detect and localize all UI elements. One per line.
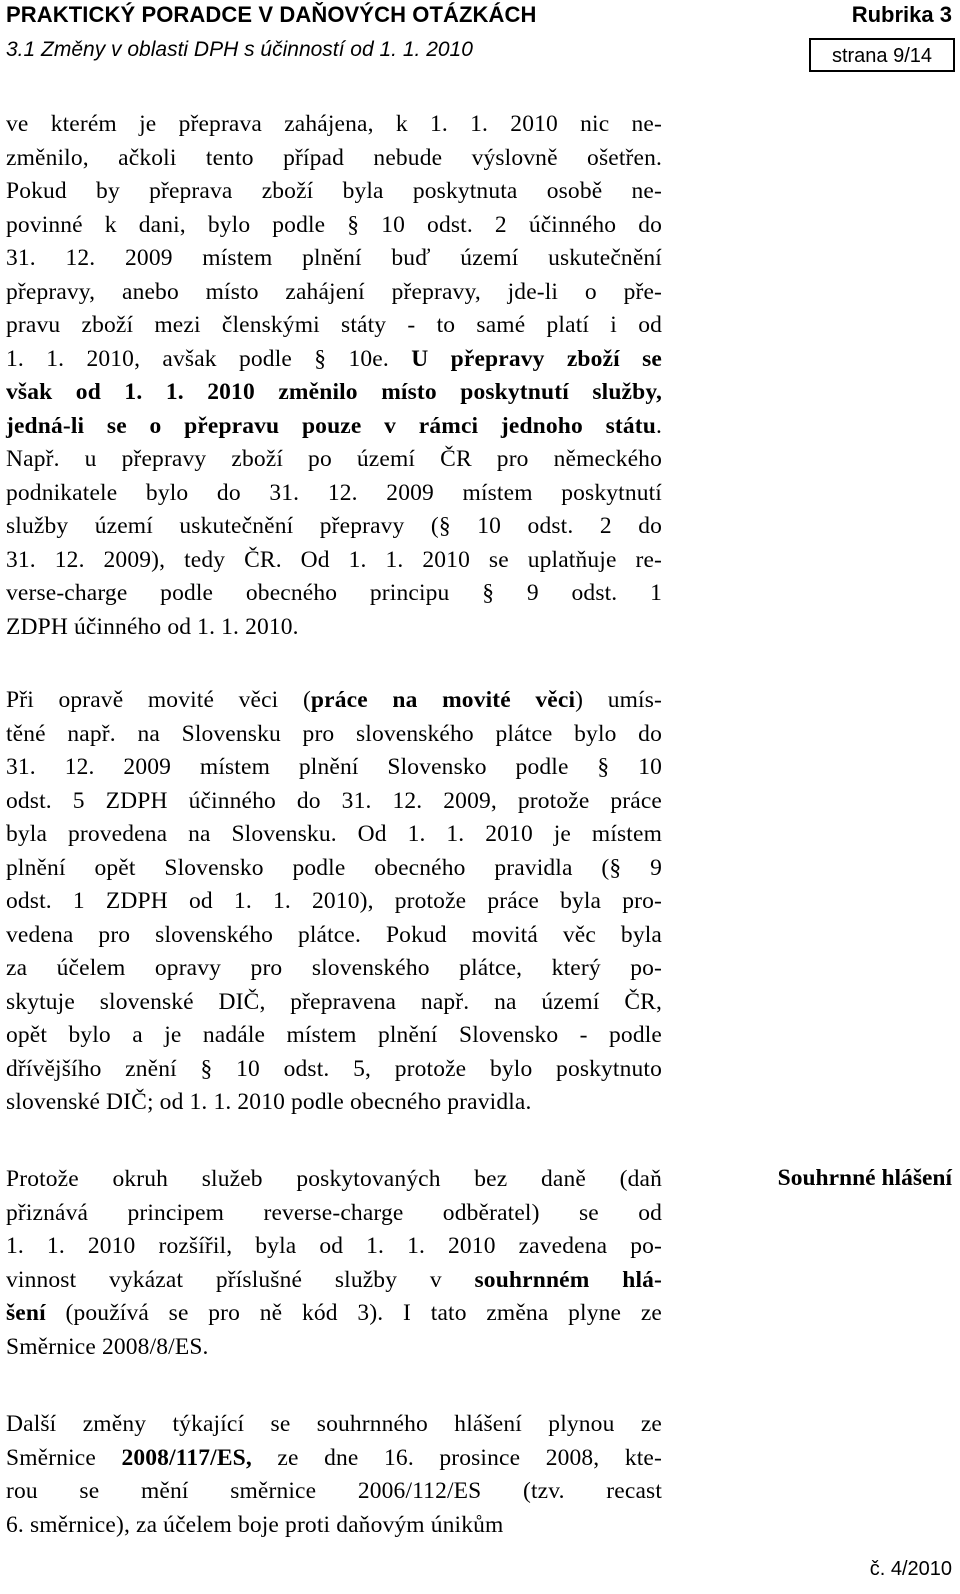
text-segment: povinné k dani, bylo podle § 10 odst. 2 účinného do — [6, 211, 662, 238]
text-line — [6, 477, 662, 511]
text-segment: rou se mění směrnice 2006/112/ES (tzv. recast — [6, 1478, 662, 1504]
text-line — [6, 1019, 662, 1053]
paragraph-repair — [6, 684, 662, 1120]
text-line — [6, 852, 662, 886]
text-segment: odst. 5 ZDPH účinného do 31. 12. 2009, protože práce — [6, 787, 662, 814]
text-segment: za účelem opravy pro slovenského plátce, který po- — [6, 955, 662, 981]
text-line — [6, 919, 662, 953]
text-segment: podnikatele bylo do 31. 12. 2009 místem poskytnutí — [6, 479, 662, 506]
bold-text: práce na movité věci — [310, 687, 576, 713]
text-line — [6, 443, 662, 477]
header-title: PRAKTICKÝ PORADCE V DAŇOVÝCH OTÁZKÁCH — [6, 2, 537, 27]
text-segment: verse-charge podle obecného principu § 9 odst. 1 — [6, 580, 662, 606]
text-line — [6, 108, 662, 142]
text-segment: těné např. na Slovensku pro slovenského plátce bylo do — [6, 720, 662, 747]
text-segment: byla provedena na Slovensku. Od 1. 1. 2010 je místem — [6, 821, 662, 847]
text-line — [6, 544, 662, 578]
text-line — [6, 986, 662, 1020]
text-line — [6, 142, 662, 176]
text-segment: přepravy, anebo místo zahájení přepravy, jde-li o pře- — [6, 278, 662, 305]
text-segment: Při opravě movité věci ( — [6, 687, 311, 713]
header-subtitle: 3.1 Změny v oblasti DPH s účinností od 1. 1. 2010 — [6, 38, 473, 61]
text-segment: odst. 1 ZDPH od 1. 1. 2010), protože práce byla pro- — [6, 888, 662, 914]
side-heading: Souhrnné hlášení — [777, 1165, 952, 1191]
text-segment: Pokud by přeprava zboží byla poskytnuta osobě ne- — [6, 178, 662, 204]
text-line — [6, 1230, 662, 1264]
text-line — [6, 1408, 662, 1442]
text-segment: . — [655, 412, 662, 439]
text-line — [6, 1509, 662, 1543]
text-line — [6, 1264, 662, 1298]
text-segment: služby území uskutečnění přepravy (§ 10 odst. 2 do — [6, 513, 662, 539]
text-segment: (používá se pro ně kód 3). I tato změna plyne ze — [45, 1300, 662, 1326]
text-line — [6, 343, 662, 377]
text-line — [6, 1442, 662, 1476]
text-line — [6, 885, 662, 919]
text-segment: opět bylo a je nadále místem plnění Slovensko - podle — [6, 1022, 662, 1048]
paragraph-recapitulative-statement — [6, 1163, 662, 1364]
bold-text: 2008/117/ES, — [121, 1444, 252, 1471]
text-line — [6, 209, 662, 243]
text-line — [6, 818, 662, 852]
text-line — [6, 611, 662, 645]
paragraph-directive-changes — [6, 1408, 662, 1542]
text-segment: ze dne 16. prosince 2008, kte- — [251, 1444, 662, 1471]
text-segment: skytuje slovenské DIČ, přepravena např. na území ČR, — [6, 988, 662, 1015]
text-line — [6, 1475, 662, 1509]
text-segment: vinnost vykázat příslušné služby v — [6, 1266, 475, 1293]
text-line — [6, 1331, 662, 1365]
text-line — [6, 1163, 662, 1197]
text-segment: změnilo, ačkoli tento případ nebude výslovně ošetřen. — [6, 144, 662, 171]
header-rubrika: Rubrika 3 — [851, 2, 952, 27]
bold-text: však od 1. 1. 2010 změnilo místo poskytnutí služby, — [6, 379, 662, 405]
text-line — [6, 1053, 662, 1087]
text-segment: 31. 12. 2009 místem plnění Slovensko podle § 10 — [6, 754, 662, 780]
text-line — [6, 309, 662, 343]
footer-issue: č. 4/2010 — [869, 1558, 952, 1580]
text-segment: plnění opět Slovensko podle obecného pravidla (§ 9 — [6, 854, 662, 881]
text-segment: Další změny týkající se souhrnného hlášení plynou ze — [6, 1411, 662, 1437]
text-segment: ve kterém je přeprava zahájena, k 1. 1. 2010 nic ne- — [6, 111, 662, 137]
text-line — [6, 577, 662, 611]
text-line — [6, 785, 662, 819]
text-segment: 31. 12. 2009), tedy ČR. Od 1. 1. 2010 se uplatňuje re- — [6, 546, 662, 573]
text-line — [6, 684, 662, 718]
text-line — [6, 376, 662, 410]
bold-text: jedná-li se o přepravu pouze v rámci jednoho státu — [6, 412, 656, 439]
text-segment: ZDPH účinného od 1. 1. 2010. — [6, 613, 299, 640]
text-line — [6, 718, 662, 752]
text-line — [6, 510, 662, 544]
text-line — [6, 1086, 662, 1120]
text-segment: 31. 12. 2009 místem plnění buď území uskutečnění — [6, 245, 662, 271]
text-segment: 1. 1. 2010, avšak podle § 10e. — [6, 345, 412, 372]
text-segment: 1. 1. 2010 rozšířil, byla od 1. 1. 2010 zavedena po- — [6, 1233, 662, 1259]
text-segment: přiznává principem reverse-charge odběratel) se od — [6, 1199, 662, 1226]
text-segment: slovenské DIČ; od 1. 1. 2010 podle obecného pravidla. — [6, 1089, 532, 1115]
text-segment: Protože okruh služeb poskytovaných bez daně (daň — [6, 1166, 662, 1192]
text-segment: vedena pro slovenského plátce. Pokud movitá věc byla — [6, 921, 662, 948]
text-segment: Např. u přepravy zboží po území ČR pro německého — [6, 446, 662, 472]
bold-text: šení — [6, 1300, 46, 1326]
bold-text: souhrnném hlá- — [474, 1266, 663, 1293]
text-segment: 6. směrnice), za účelem boje proti daňovým únikům — [6, 1511, 504, 1538]
text-line — [6, 276, 662, 310]
bold-text: U přepravy zboží se — [411, 345, 663, 372]
text-segment: dřívějšího znění § 10 odst. 5, protože bylo poskytnuto — [6, 1055, 662, 1082]
paragraph-transport — [6, 108, 662, 644]
text-segment: pravu zboží mezi členskými státy - to samé platí i od — [6, 312, 662, 338]
text-line — [6, 175, 662, 209]
text-line — [6, 410, 662, 444]
text-line — [6, 1197, 662, 1231]
text-line — [6, 751, 662, 785]
text-line — [6, 1297, 662, 1331]
text-line — [6, 242, 662, 276]
text-segment: Směrnice 2008/8/ES. — [6, 1333, 209, 1360]
text-segment: ) umís- — [575, 687, 662, 713]
text-segment: Směrnice — [6, 1444, 122, 1471]
text-line — [6, 952, 662, 986]
page-number-box: strana 9/14 — [809, 38, 955, 72]
